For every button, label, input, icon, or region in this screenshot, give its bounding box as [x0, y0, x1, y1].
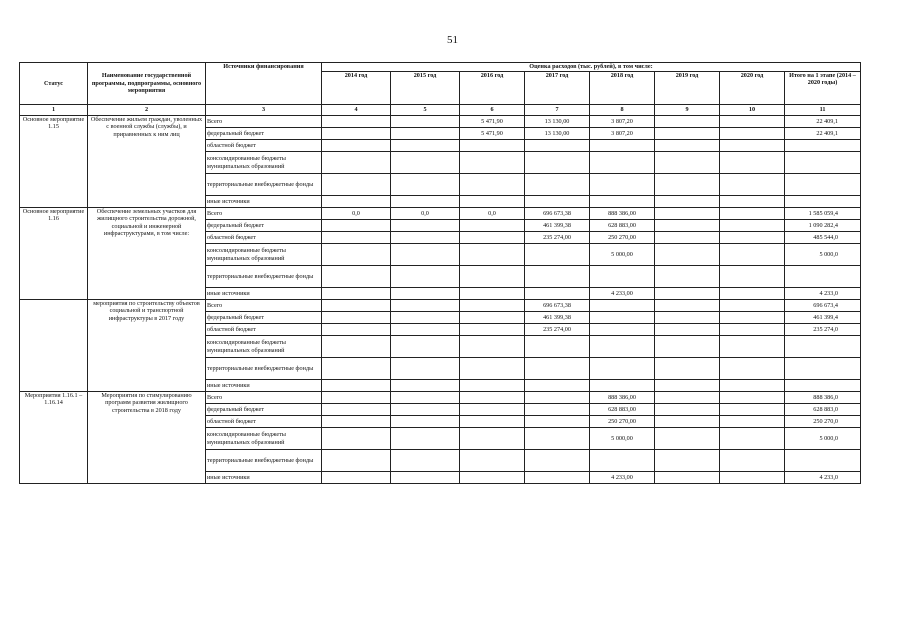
value-cell: 0,0 [391, 208, 460, 220]
value-cell [655, 392, 720, 404]
table-row [20, 116, 861, 128]
value-cell [460, 174, 525, 196]
value-cell [322, 312, 391, 324]
value-cell [322, 244, 391, 266]
value-cell [322, 380, 391, 392]
source-cell: Всего [206, 208, 322, 220]
source-cell: федеральный бюджет [206, 128, 322, 140]
value-cell [720, 174, 785, 196]
value-cell [460, 392, 525, 404]
value-cell [655, 128, 720, 140]
value-cell [720, 128, 785, 140]
value-cell [655, 266, 720, 288]
header-year: Итого на 1 этапе (2014 – 2020 годы) [785, 72, 861, 105]
value-cell [460, 220, 525, 232]
value-cell [525, 404, 590, 416]
header-year: 2017 год [525, 72, 590, 105]
value-cell [391, 152, 460, 174]
value-cell: 4 233,00 [590, 472, 655, 484]
value-cell [720, 300, 785, 312]
table-row [20, 208, 861, 220]
header-estimate: Оценка расходов (тыс. рублей), в том числе: [322, 63, 861, 72]
value-cell [391, 472, 460, 484]
total-cell: 485 544,0 [785, 232, 861, 244]
total-cell: 1 090 282,4 [785, 220, 861, 232]
value-cell [460, 404, 525, 416]
value-cell [720, 324, 785, 336]
value-cell [655, 472, 720, 484]
value-cell [460, 358, 525, 380]
header-status: Статус [20, 63, 88, 105]
value-cell [655, 358, 720, 380]
value-cell [391, 312, 460, 324]
value-cell [655, 244, 720, 266]
value-cell [720, 428, 785, 450]
value-cell [460, 196, 525, 208]
value-cell [590, 312, 655, 324]
value-cell [720, 232, 785, 244]
value-cell [720, 472, 785, 484]
value-cell [590, 152, 655, 174]
value-cell [525, 288, 590, 300]
value-cell [391, 288, 460, 300]
column-number: 1 [20, 105, 88, 116]
value-cell: 461 399,38 [525, 220, 590, 232]
value-cell [322, 288, 391, 300]
value-cell [391, 336, 460, 358]
value-cell [720, 196, 785, 208]
value-cell [590, 266, 655, 288]
value-cell [655, 232, 720, 244]
value-cell: 4 233,00 [590, 288, 655, 300]
value-cell [655, 312, 720, 324]
value-cell [720, 392, 785, 404]
value-cell [391, 196, 460, 208]
value-cell [391, 416, 460, 428]
column-number: 6 [460, 105, 525, 116]
value-cell [655, 152, 720, 174]
value-cell [525, 392, 590, 404]
total-cell [785, 336, 861, 358]
total-cell: 628 883,0 [785, 404, 861, 416]
value-cell: 696 673,38 [525, 300, 590, 312]
source-cell: консолидированные бюджеты муниципальных образований [206, 244, 322, 266]
source-cell: иные источники [206, 380, 322, 392]
value-cell [525, 428, 590, 450]
total-cell [785, 174, 861, 196]
value-cell [525, 174, 590, 196]
total-cell [785, 152, 861, 174]
value-cell [460, 244, 525, 266]
value-cell [720, 116, 785, 128]
value-cell [655, 140, 720, 152]
value-cell: 888 386,00 [590, 208, 655, 220]
source-cell: иные источники [206, 196, 322, 208]
value-cell: 3 807,20 [590, 116, 655, 128]
value-cell [655, 404, 720, 416]
value-cell [322, 300, 391, 312]
name-cell: Обеспечение жильем граждан, уволенных с военной службы (службы), и приравненных к ним лиц [88, 116, 206, 208]
value-cell [460, 380, 525, 392]
value-cell [720, 244, 785, 266]
value-cell [720, 266, 785, 288]
total-cell: 22 409,1 [785, 116, 861, 128]
value-cell [720, 152, 785, 174]
value-cell [391, 404, 460, 416]
value-cell [655, 300, 720, 312]
value-cell [322, 358, 391, 380]
value-cell [590, 196, 655, 208]
source-cell: территориальные внебюджетные фонды [206, 358, 322, 380]
source-cell: федеральный бюджет [206, 220, 322, 232]
column-number: 9 [655, 105, 720, 116]
value-cell [322, 174, 391, 196]
value-cell: 461 399,38 [525, 312, 590, 324]
value-cell [460, 140, 525, 152]
table-row [20, 392, 861, 404]
value-cell [655, 196, 720, 208]
value-cell [322, 336, 391, 358]
value-cell [322, 416, 391, 428]
value-cell: 5 471,90 [460, 116, 525, 128]
value-cell [590, 174, 655, 196]
value-cell [720, 416, 785, 428]
header-year: 2016 год [460, 72, 525, 105]
value-cell [655, 380, 720, 392]
value-cell [322, 266, 391, 288]
value-cell [460, 266, 525, 288]
value-cell [655, 428, 720, 450]
value-cell [322, 128, 391, 140]
header-year: 2018 год [590, 72, 655, 105]
value-cell [391, 174, 460, 196]
total-cell [785, 358, 861, 380]
source-cell: территориальные внебюджетные фонды [206, 174, 322, 196]
value-cell [460, 428, 525, 450]
total-cell: 22 409,1 [785, 128, 861, 140]
value-cell [720, 404, 785, 416]
value-cell [391, 140, 460, 152]
value-cell [525, 416, 590, 428]
value-cell [720, 358, 785, 380]
value-cell [391, 450, 460, 472]
value-cell [590, 380, 655, 392]
total-cell: 4 233,0 [785, 472, 861, 484]
source-cell: консолидированные бюджеты муниципальных образований [206, 336, 322, 358]
source-cell: областной бюджет [206, 416, 322, 428]
column-number: 11 [785, 105, 861, 116]
value-cell: 250 270,00 [590, 416, 655, 428]
total-cell: 5 000,0 [785, 428, 861, 450]
total-cell: 888 386,0 [785, 392, 861, 404]
value-cell [525, 244, 590, 266]
source-cell: федеральный бюджет [206, 312, 322, 324]
total-cell: 461 399,4 [785, 312, 861, 324]
value-cell: 3 807,20 [590, 128, 655, 140]
source-cell: областной бюджет [206, 232, 322, 244]
value-cell: 696 673,38 [525, 208, 590, 220]
value-cell [391, 220, 460, 232]
value-cell [391, 428, 460, 450]
value-cell [525, 336, 590, 358]
total-cell: 696 673,4 [785, 300, 861, 312]
value-cell [391, 128, 460, 140]
value-cell [590, 336, 655, 358]
name-cell: Обеспечение земельных участков для жилищного строительства дорожной, социальной и инженерной инфраструктурами, в том числе: [88, 208, 206, 300]
total-cell [785, 380, 861, 392]
header-year: 2019 год [655, 72, 720, 105]
value-cell [720, 220, 785, 232]
value-cell [322, 428, 391, 450]
status-cell: Основное мероприятие 1.16 [20, 208, 88, 300]
value-cell [322, 220, 391, 232]
value-cell: 888 386,00 [590, 392, 655, 404]
column-number: 10 [720, 105, 785, 116]
source-cell: Всего [206, 300, 322, 312]
value-cell: 235 274,00 [525, 324, 590, 336]
value-cell: 5 000,00 [590, 428, 655, 450]
value-cell [590, 300, 655, 312]
value-cell [460, 232, 525, 244]
value-cell [720, 312, 785, 324]
column-number: 4 [322, 105, 391, 116]
value-cell: 0,0 [322, 208, 391, 220]
total-cell: 250 270,0 [785, 416, 861, 428]
value-cell: 628 883,00 [590, 404, 655, 416]
value-cell [460, 152, 525, 174]
value-cell: 5 000,00 [590, 244, 655, 266]
value-cell: 235 274,00 [525, 232, 590, 244]
column-number: 3 [206, 105, 322, 116]
value-cell [322, 450, 391, 472]
status-cell [20, 300, 88, 392]
value-cell [525, 380, 590, 392]
value-cell [460, 472, 525, 484]
name-cell: мероприятия по строительству объектов социальной и транспортной инфраструктуры в 2017 году [88, 300, 206, 392]
header-year: 2020 год [720, 72, 785, 105]
column-number: 2 [88, 105, 206, 116]
value-cell [720, 380, 785, 392]
value-cell [655, 324, 720, 336]
total-cell [785, 266, 861, 288]
value-cell: 250 270,00 [590, 232, 655, 244]
value-cell [720, 336, 785, 358]
value-cell [391, 358, 460, 380]
source-cell: территориальные внебюджетные фонды [206, 266, 322, 288]
source-cell: иные источники [206, 472, 322, 484]
source-cell: консолидированные бюджеты муниципальных образований [206, 428, 322, 450]
value-cell [322, 116, 391, 128]
value-cell [525, 152, 590, 174]
value-cell [322, 404, 391, 416]
source-cell: областной бюджет [206, 140, 322, 152]
value-cell [391, 116, 460, 128]
value-cell [460, 336, 525, 358]
total-cell [785, 140, 861, 152]
value-cell [391, 380, 460, 392]
value-cell [525, 266, 590, 288]
source-cell: федеральный бюджет [206, 404, 322, 416]
value-cell [322, 140, 391, 152]
value-cell [525, 450, 590, 472]
value-cell [720, 208, 785, 220]
header-year: 2014 год [322, 72, 391, 105]
name-cell: Мероприятия по стимулированию программ развития жилищного строительства в 2018 году [88, 392, 206, 484]
value-cell [460, 300, 525, 312]
value-cell [590, 450, 655, 472]
value-cell [391, 392, 460, 404]
value-cell: 13 130,00 [525, 116, 590, 128]
value-cell [655, 174, 720, 196]
value-cell [322, 152, 391, 174]
source-cell: Всего [206, 116, 322, 128]
value-cell [460, 312, 525, 324]
budget-table [19, 62, 861, 484]
value-cell [720, 288, 785, 300]
value-cell: 5 471,90 [460, 128, 525, 140]
value-cell [322, 472, 391, 484]
value-cell [655, 450, 720, 472]
column-number: 8 [590, 105, 655, 116]
value-cell [655, 336, 720, 358]
status-cell: Мероприятия 1.16.1 – 1.16.14 [20, 392, 88, 484]
value-cell [391, 266, 460, 288]
page-number: 51 [447, 34, 458, 46]
value-cell [655, 416, 720, 428]
header-year: 2015 год [391, 72, 460, 105]
value-cell [391, 244, 460, 266]
value-cell [322, 324, 391, 336]
value-cell [655, 288, 720, 300]
header-source: Источники финансирования [206, 63, 322, 105]
source-cell: иные источники [206, 288, 322, 300]
value-cell: 0,0 [460, 208, 525, 220]
value-cell: 13 130,00 [525, 128, 590, 140]
value-cell [590, 358, 655, 380]
value-cell [391, 232, 460, 244]
total-cell [785, 450, 861, 472]
value-cell [590, 140, 655, 152]
table-row [20, 300, 861, 312]
total-cell [785, 196, 861, 208]
total-cell: 1 585 059,4 [785, 208, 861, 220]
value-cell [460, 288, 525, 300]
total-cell: 235 274,0 [785, 324, 861, 336]
source-cell: территориальные внебюджетные фонды [206, 450, 322, 472]
column-number: 5 [391, 105, 460, 116]
value-cell [391, 300, 460, 312]
value-cell [460, 416, 525, 428]
status-cell: Основное мероприятие 1.15 [20, 116, 88, 208]
column-number: 7 [525, 105, 590, 116]
value-cell [460, 450, 525, 472]
value-cell: 628 883,00 [590, 220, 655, 232]
value-cell [525, 196, 590, 208]
value-cell [322, 392, 391, 404]
source-cell: консолидированные бюджеты муниципальных образований [206, 152, 322, 174]
source-cell: Всего [206, 392, 322, 404]
value-cell [322, 196, 391, 208]
value-cell [391, 324, 460, 336]
value-cell [655, 116, 720, 128]
value-cell [525, 140, 590, 152]
total-cell: 5 000,0 [785, 244, 861, 266]
value-cell [525, 358, 590, 380]
value-cell [460, 324, 525, 336]
header-name: Наименование государственной программы, подпрограммы, основного мероприятия [88, 63, 206, 105]
value-cell [720, 140, 785, 152]
value-cell [720, 450, 785, 472]
value-cell [525, 472, 590, 484]
source-cell: областной бюджет [206, 324, 322, 336]
total-cell: 4 233,0 [785, 288, 861, 300]
value-cell [322, 232, 391, 244]
value-cell [655, 208, 720, 220]
value-cell [655, 220, 720, 232]
value-cell [590, 324, 655, 336]
